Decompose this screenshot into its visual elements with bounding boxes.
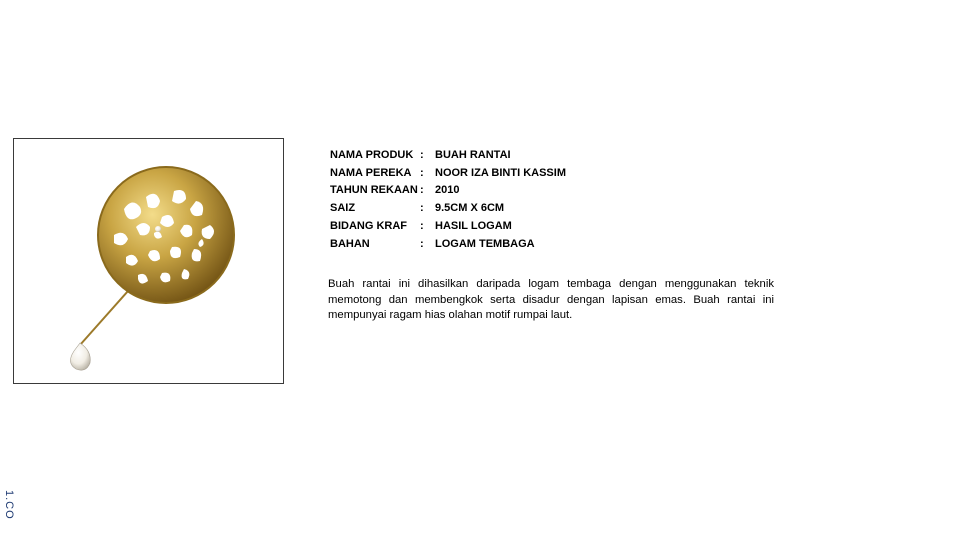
spec-separator: : [420, 237, 424, 250]
spec-label: BAHAN [330, 237, 370, 250]
spec-row-design-year [330, 182, 566, 200]
spec-label: NAMA PEREKA [330, 166, 412, 179]
pearl-drop [70, 343, 90, 370]
side-code-label: 1.CO [3, 490, 15, 520]
spec-value: NOOR IZA BINTI KASSIM [435, 166, 566, 179]
spec-row-craft-field [330, 217, 566, 235]
spec-label: NAMA PRODUK [330, 148, 414, 161]
spec-separator: : [420, 166, 424, 179]
spec-label: SAIZ [330, 202, 356, 215]
spec-value: 2010 [435, 184, 460, 197]
spec-separator: : [420, 148, 424, 161]
spec-value: LOGAM TEMBAGA [435, 237, 535, 250]
spec-row-size [330, 199, 566, 217]
product-description: Buah rantai ini dihasilkan daripada logam tembaga dengan menggunakan teknik memotong dan membengkok serta disadur dengan lapisan emas. Buah rantai ini mempunyai ragam hias olahan motif rumpai laut. [328, 278, 774, 321]
brooch-illustration [14, 139, 283, 383]
spec-value: BUAH RANTAI [435, 148, 511, 161]
small-pearl [155, 226, 161, 232]
product-photo [13, 138, 284, 384]
spec-row-material [330, 235, 566, 253]
spec-row-product-name [330, 146, 566, 164]
spec-label: BIDANG KRAF [330, 220, 407, 233]
spec-row-designer [330, 164, 566, 182]
spec-separator: : [420, 220, 424, 233]
spec-separator: : [420, 184, 424, 197]
spec-label: TAHUN REKAAN [330, 184, 418, 197]
product-specs-table [330, 146, 566, 253]
spec-value: HASIL LOGAM [435, 220, 512, 233]
spec-value: 9.5CM X 6CM [435, 202, 505, 215]
spec-separator: : [420, 202, 424, 215]
